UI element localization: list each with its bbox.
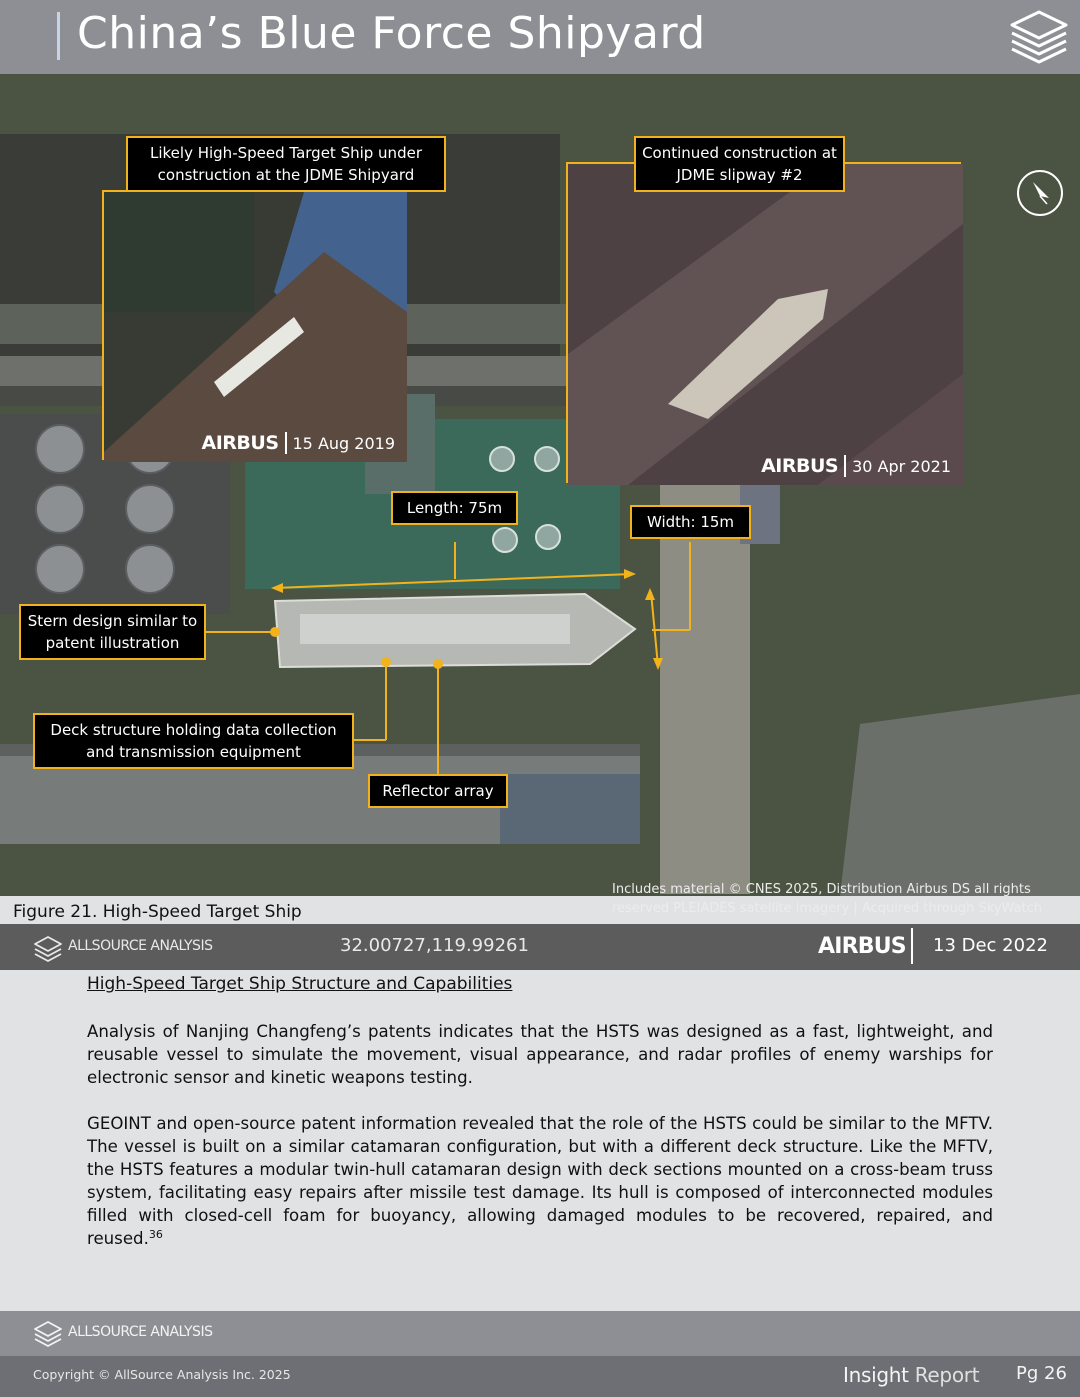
inset-2021-separator [844, 455, 846, 477]
inset-2019-date: 15 Aug 2019 [292, 433, 395, 453]
inset-2021-tag [761, 455, 951, 477]
inset-2019-separator [285, 432, 287, 454]
footer-company-name: ALLSOURCE ANALYSIS [68, 1324, 213, 1340]
inset-2021-scene [568, 164, 963, 485]
label-reflector-array [368, 774, 508, 808]
footer-report-word: Report [914, 1363, 980, 1387]
figure-imagery-date: 13 Dec 2022 [933, 935, 1048, 956]
compass-arrow-icon [1019, 172, 1061, 214]
label-reflector-text: Reflector array [382, 782, 494, 800]
label-continued-construction [634, 136, 845, 192]
paragraph-2 [87, 1112, 993, 1250]
inset-image-2019 [102, 190, 405, 460]
imagery-credit-line2: reserved PLEIADES satellite imagery | Acquired through SkyWatch [612, 901, 1043, 916]
label-likely-hsts [126, 136, 446, 192]
paragraph-1-text: Analysis of Nanjing Changfeng’s patents indicates that the HSTS was designed as a fast, lightweight, and reusable vessel to simulate the movement, visual appearance, and radar profiles of enemy warships for electronic sensor and kinetic weapons testing. [87, 1022, 993, 1087]
allsource-logo-icon [33, 934, 63, 962]
imagery-credit-line1: Includes material © CNES 2025, Distribution Airbus DS all rights [612, 882, 1031, 897]
figure-airbus-brand: AIRBUS [818, 934, 906, 959]
inset-2019-scene [104, 192, 407, 462]
footer-insight-report [843, 1363, 979, 1387]
figure-caption: Figure 21. High-Speed Target Ship [13, 902, 302, 922]
paragraph-2-text: GEOINT and open-source patent information revealed that the role of the HSTS could be similar to the MFTV. The vessel is built on a similar catamaran configuration, but with a different deck structure. Like the MFTV, the HSTS features a modular twin-hull catamaran design with deck sections mounted on a cross-beam truss system, facilitating easy repairs after missile test damage. Its hull is composed of interconnected modules filled with closed-cell foam for buoyancy, allowing damaged modules to be recovered, repaired, and reused. [87, 1114, 993, 1248]
page-title: China’s Blue Force Shipyard [77, 8, 706, 59]
paragraph-1 [87, 1020, 993, 1089]
label-length-text: Length: 75m [406, 499, 503, 517]
label-stern-design [19, 604, 206, 660]
inset-2019-tag [202, 432, 396, 454]
label-length [391, 491, 518, 525]
inset-2019-brand: AIRBUS [201, 432, 279, 454]
figure-company-name: ALLSOURCE ANALYSIS [68, 938, 213, 954]
label-likely-hsts-text: Likely High-Speed Target Ship under construction at the JDME Shipyard [150, 144, 422, 184]
page-footer-bottom [0, 1356, 1080, 1397]
label-width [630, 505, 751, 539]
inset-2021-brand: AIRBUS [761, 455, 839, 477]
label-width-text: Width: 15m [646, 513, 735, 531]
section-heading: High-Speed Target Ship Structure and Capabilities [87, 974, 513, 994]
page-header [0, 0, 1080, 74]
footer-insight-word: Insight [843, 1363, 909, 1387]
footer-copyright: Copyright © AllSource Analysis Inc. 2025 [33, 1367, 291, 1382]
inset-2021-date: 30 Apr 2021 [852, 456, 951, 476]
label-stern-text: Stern design similar to patent illustration [27, 612, 198, 652]
figure-coordinates: 32.00727,119.99261 [340, 935, 529, 956]
figure-footer-separator [911, 928, 913, 964]
page-number: Pg 26 [1016, 1363, 1067, 1384]
header-accent-bar [57, 12, 60, 60]
compass-north-icon [1017, 170, 1063, 216]
footnote-reference[interactable]: 36 [148, 1228, 163, 1241]
label-continued-text: Continued construction at JDME slipway #2 [642, 144, 837, 184]
label-deck-text: Deck structure holding data collection and transmission equipment [50, 721, 337, 761]
page-footer-top [0, 1311, 1080, 1356]
allsource-footer-logo-icon [33, 1319, 63, 1347]
imagery-credit [612, 880, 1042, 918]
figure-footer-band [0, 924, 1080, 970]
label-deck-structure [33, 713, 354, 769]
stacked-layers-logo-icon [1008, 8, 1070, 66]
inset-image-2021 [566, 162, 961, 483]
